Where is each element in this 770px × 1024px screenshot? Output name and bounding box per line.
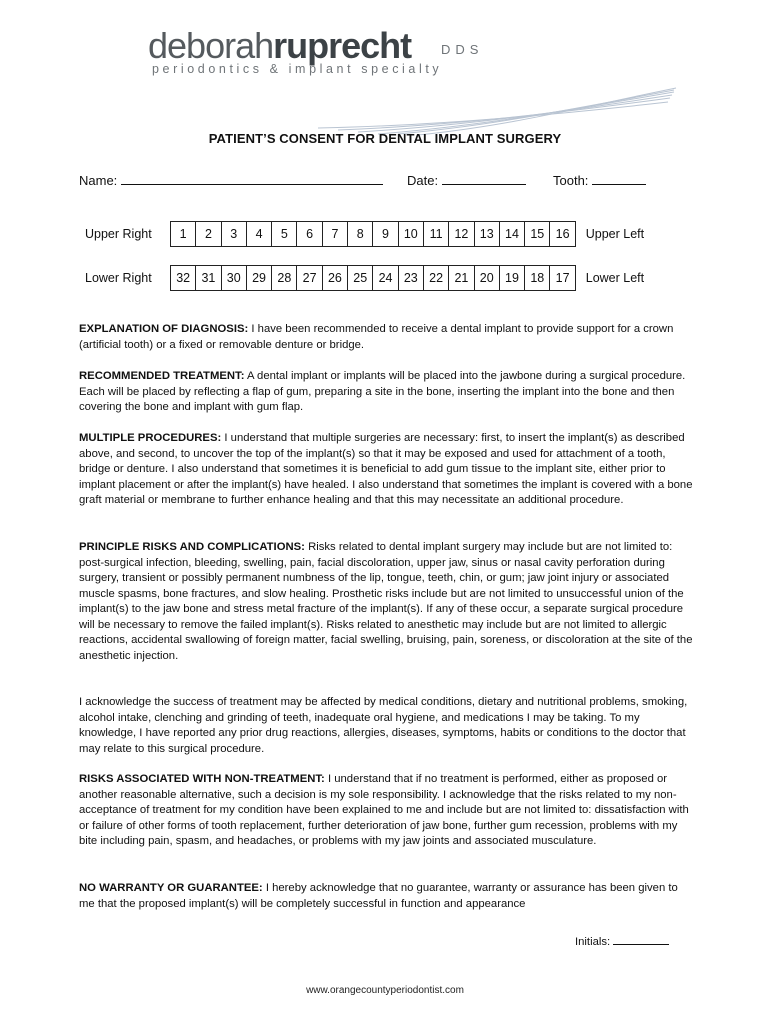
tooth-cell-29[interactable]: 29 — [246, 266, 271, 290]
tooth-cell-23[interactable]: 23 — [398, 266, 423, 290]
tooth-blank[interactable] — [592, 172, 646, 185]
tooth-cell-3[interactable]: 3 — [221, 222, 246, 246]
section-risks-complications — [79, 540, 694, 664]
tooth-cell-11[interactable]: 11 — [423, 222, 448, 246]
date-blank[interactable] — [442, 172, 526, 185]
tooth-cell-4[interactable]: 4 — [246, 222, 271, 246]
section-non-treatment — [79, 772, 694, 850]
section-text: Risks related to dental implant surgery may include but are not limited to: post-surgical infection, bleeding, swelling, pain, facial discoloration, upper jaw, sinus or nasal cavity perforation during surgery, transient or possibly permanent numbness of the lip, tongue, teeth, chin, or gum; jaw joint injury or associated muscle spasms, bone fractures, and slow healing. Prosthetic risks include but are not limited to unsuccessful union of the implant(s) to the jaw bone and stress metal fracture of the implant(s). If any of these occur, a separate surgical procedure will be necessary to remove the failed implant(s). Risks related to anesthetic may include but are not limited to allergic reactions, accidental swallowing of foreign matter, facial swelling, bruising, pain, soreness, or discoloration at the site of the anesthetic injection. — [79, 541, 693, 662]
lower-right-label: Lower Right — [85, 271, 152, 285]
lower-left-label: Lower Left — [585, 271, 645, 285]
section-recommended-treatment — [79, 369, 694, 416]
section-heading: EXPLANATION OF DIAGNOSIS: — [79, 323, 249, 335]
name-blank[interactable] — [121, 172, 383, 185]
lower-teeth-row — [78, 265, 671, 291]
tooth-cell-30[interactable]: 30 — [221, 266, 246, 290]
section-text: I acknowledge the success of treatment may be affected by medical conditions, dietary and nutritional problems, smoking, alcohol intake, clenching and grinding of teeth, inadequate oral hygiene, and medications I may be taking. To my knowledge, I have reported any prior drug reactions, allergies, diseases, symptoms, habits or conditions to the doctor that may relate to this surgical procedure. — [79, 696, 688, 755]
tooth-cell-15[interactable]: 15 — [524, 222, 549, 246]
tooth-cell-7[interactable]: 7 — [322, 222, 347, 246]
logo-first-name: deborah — [148, 25, 274, 66]
tooth-cell-10[interactable]: 10 — [398, 222, 423, 246]
tooth-cell-24[interactable]: 24 — [372, 266, 397, 290]
tooth-cell-14[interactable]: 14 — [499, 222, 524, 246]
logo-dds: DDS — [441, 42, 484, 57]
section-heading: MULTIPLE PROCEDURES: — [79, 432, 222, 444]
tooth-cell-27[interactable]: 27 — [296, 266, 321, 290]
footer-url[interactable]: www.orangecountyperiodontist.com — [306, 985, 464, 996]
tooth-cell-20[interactable]: 20 — [474, 266, 499, 290]
tooth-cell-1[interactable]: 1 — [179, 227, 187, 241]
section-heading: NO WARRANTY OR GUARANTEE: — [79, 882, 263, 894]
section-no-warranty — [79, 881, 694, 912]
tooth-cell-21[interactable]: 21 — [448, 266, 473, 290]
tooth-cell-26[interactable]: 26 — [322, 266, 347, 290]
upper-right-label: Upper Right — [85, 227, 152, 241]
section-heading: RECOMMENDED TREATMENT: — [79, 370, 245, 382]
section-text: A dental implant or implants will be placed into the jawbone during a surgical procedure. Each will be placed by reflecting a flap of gum, preparing a site in the bone, inserting the implant into the bone and then covering the bone and implant with gum flap. — [79, 370, 686, 413]
section-multiple-procedures — [79, 431, 694, 509]
section-text: I understand that if no treatment is performed, either as proposed or another reasonable alternative, such a decision is my sole responsibility. I acknowledge that the risks related to my non-acceptance of treatment for my condition have been explained to me and include but are not limited to: dissatisfaction with or failure of other forms of tooth replacement, further deterioration of jaw bone, further gum recession, problems with my bite including pain, spasm, and headaches, or problems with my jaw joints and associated musculature. — [79, 773, 689, 847]
logo-swoosh-graphic — [298, 68, 678, 138]
practice-logo — [148, 25, 548, 110]
section-text: I hereby acknowledge that no guarantee, warranty or assurance has been given to me that the proposed implant(s) will be completely successful in function and appearance — [79, 882, 678, 910]
tooth-cell-9[interactable]: 9 — [372, 222, 397, 246]
tooth-cell-8[interactable]: 8 — [347, 222, 372, 246]
tooth-cell-17[interactable]: 17 — [549, 266, 574, 290]
upper-left-label: Upper Left — [585, 227, 645, 241]
section-diagnosis — [79, 322, 694, 353]
tooth-cell-6[interactable]: 6 — [296, 222, 321, 246]
tooth-cell-18[interactable]: 18 — [524, 266, 549, 290]
logo-wordmark — [148, 25, 412, 66]
section-acknowledgement — [79, 695, 694, 757]
tooth-cell-12[interactable]: 12 — [448, 222, 473, 246]
logo-last-name: ruprecht — [273, 25, 412, 66]
upper-teeth-cells — [170, 221, 576, 247]
tooth-cell-22[interactable]: 22 — [423, 266, 448, 290]
tooth-field — [553, 172, 646, 188]
date-label: Date: — [407, 173, 439, 188]
section-heading: RISKS ASSOCIATED WITH NON-TREATMENT: — [79, 773, 325, 785]
tooth-cell-31[interactable]: 31 — [195, 266, 220, 290]
logo-tagline: periodontics & implant specialty — [152, 62, 443, 76]
tooth-cell-19[interactable]: 19 — [499, 266, 524, 290]
tooth-cell-28[interactable]: 28 — [271, 266, 296, 290]
tooth-cell-16[interactable]: 16 — [549, 222, 574, 246]
section-text: I understand that multiple surgeries are necessary: first, to insert the implant(s) as described above, and second, to uncover the top of the implant(s) so that it may be exposed and used for attachment of a tooth, bridge or denture. I also understand that sometimes it is beneficial to add gum tissue to the implant site, either prior to implant placement or after the implant(s) have healed. I also understand that sometimes the implant is covered with a bone graft material or membrane to further enhance healing and that this may necessitate an additional procedure. — [79, 432, 693, 506]
upper-teeth-row — [78, 221, 671, 247]
initials-field — [575, 932, 669, 948]
tooth-cell-2[interactable]: 2 — [195, 222, 220, 246]
date-field — [407, 172, 526, 188]
tooth-cell-32[interactable]: 32 — [176, 271, 191, 285]
section-heading: PRINCIPLE RISKS AND COMPLICATIONS: — [79, 541, 305, 553]
tooth-cell-5[interactable]: 5 — [271, 222, 296, 246]
document-title: PATIENT’S CONSENT FOR DENTAL IMPLANT SURGERY — [208, 131, 562, 146]
name-field — [79, 172, 383, 188]
tooth-cell-25[interactable]: 25 — [347, 266, 372, 290]
section-text: I have been recommended to receive a dental implant to provide support for a crown (artificial tooth) or a fixed or removable denture or bridge. — [79, 323, 674, 351]
initials-blank[interactable] — [613, 932, 669, 945]
lower-teeth-cells — [170, 265, 576, 291]
initials-label: Initials: — [575, 936, 611, 948]
tooth-cell-13[interactable]: 13 — [474, 222, 499, 246]
name-label: Name: — [79, 173, 118, 188]
tooth-label: Tooth: — [553, 173, 589, 188]
